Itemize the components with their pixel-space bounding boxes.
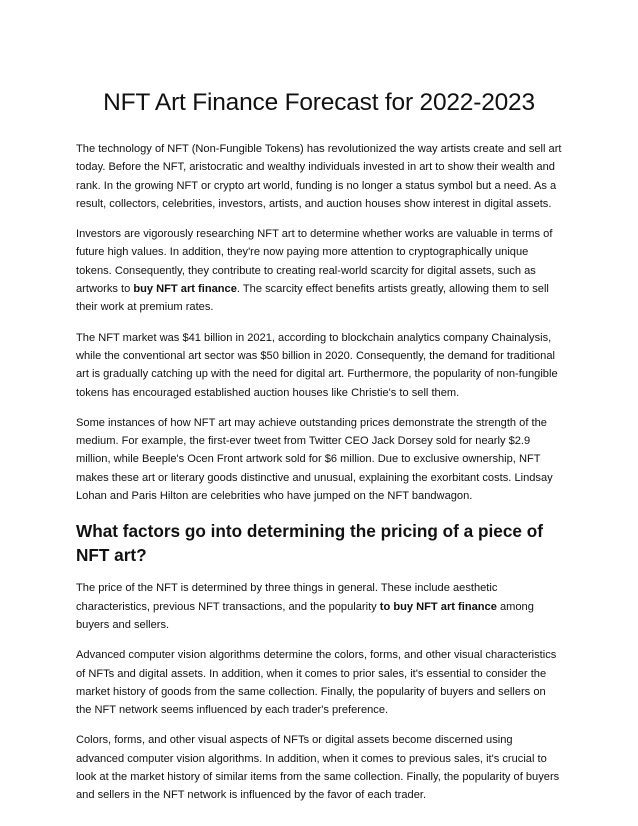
section-heading: What factors go into determining the pricing of a piece of NFT art? [76, 521, 543, 566]
paragraph-market: The NFT market was $41 billion in 2021, according to blockchain analytics company Chainalysis, while the conventional art sector was $50 billion in 2020. Consequently, the demand for traditional art is gradually catching up with the need for digital art. Furthermore, the popularity of non-fungible tokens has encouraged established auction houses like Christie's to sell them. [76, 331, 558, 399]
paragraph-text: among buyers and sellers. [76, 600, 534, 631]
paragraph-text: The price of the NFT is determined by three things in general. These include aesthetic characteristics, previous NFT transactions, and the popularity [76, 582, 498, 613]
bold-keyword: buy NFT art finance [133, 283, 237, 296]
paragraph-intro: The technology of NFT (Non-Fungible Tokens) has revolutionized the way artists create and sell art today. Before the NFT, aristocratic and wealthy individuals invested in art to show their wealth and rank. In the growing NFT or crypto art world, funding is no longer a status symbol but a need. As a result, collectors, celebrities, investors, artists, and auction houses show interest in digital assets. [76, 143, 562, 210]
paragraph-vision: Advanced computer vision algorithms determine the colors, forms, and other visual characteristics of NFTs and digital assets. In addition, when it comes to prior sales, it's essential to consider the market history of goods from the same collection. Finally, the popularity of buyers and sellers on the NFT network seems influenced by each trader's preference. [76, 649, 557, 717]
paragraph-instances: Some instances of how NFT art may achieve outstanding prices demonstrate the strength of the medium. For example, the first-ever tweet from Twitter CEO Jack Dorsey sold for nearly $2.9 million, while Beeple's Ocen Front artwork sold for $6 million. Due to exclusive ownership, NFT makes these art or literary goods distinctive and unusual, explaining the exorbitant costs. Lindsay Lohan and Paris Hilton are celebrities who have jumped on the NFT bandwagon. [76, 416, 553, 503]
page-title: NFT Art Finance Forecast for 2022-2023 [103, 89, 535, 116]
bold-keyword: to buy NFT art finance [379, 600, 497, 613]
paragraph-investors [76, 225, 562, 316]
paragraph-price [76, 579, 562, 634]
paragraph-text: Investors are vigorously researching NFT art to determine whether works are valuable in terms of future high values. In addition, they're now paying more attention to cryptographically unique tokens. Consequently, they contribute to creating real-world scarcity for digital assets, such as artworks to [76, 228, 553, 296]
paragraph-text: . The scarcity effect benefits artists greatly, allowing them to sell their work at premium rates. [76, 283, 549, 314]
paragraph-colors: Colors, forms, and other visual aspects of NFTs or digital assets become discerned using advanced computer vision algorithms. In addition, when it comes to previous sales, it's crucial to look at the market history of similar items from the same collection. Finally, the popularity of buyers and sellers in the NFT network is influenced by the favor of each trader. [76, 734, 560, 802]
